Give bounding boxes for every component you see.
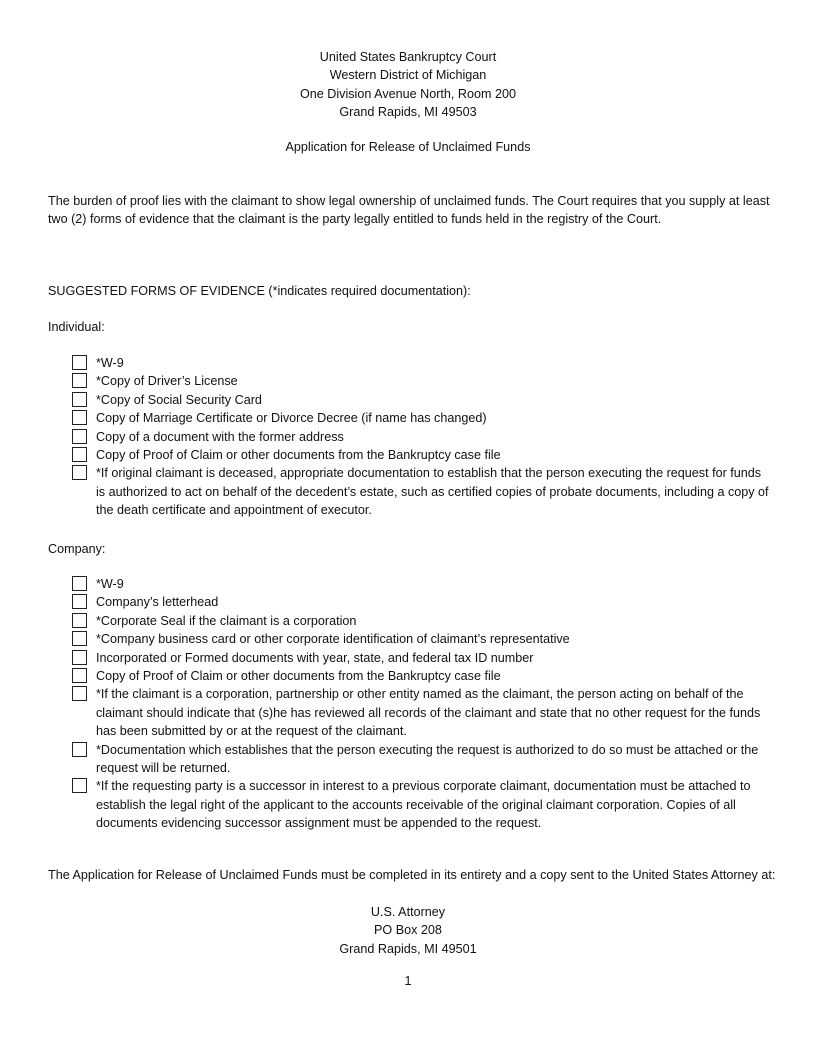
checkbox[interactable] — [72, 778, 87, 793]
list-item — [72, 354, 772, 372]
list-item — [72, 428, 772, 446]
checkbox[interactable] — [72, 631, 87, 646]
list-item — [72, 409, 772, 427]
checkbox[interactable] — [72, 686, 87, 701]
item-text: Copy of Marriage Certificate or Divorce Decree (if name has changed) — [96, 411, 487, 426]
address-name: U.S. Attorney — [370, 905, 446, 919]
item-text: Copy of Proof of Claim or other documents from the Bankruptcy case file — [96, 669, 501, 684]
item-text: *Copy of Driver’s License — [96, 374, 238, 389]
item-text: *Company business card or other corporate identification of claimant’s representative — [96, 632, 570, 647]
checkbox[interactable] — [72, 613, 87, 628]
checkbox[interactable] — [72, 373, 87, 388]
suggested-heading: SUGGESTED FORMS OF EVIDENCE (*indicates required documentation): — [48, 284, 471, 298]
court-street: One Division Avenue North, Room 200 — [299, 86, 517, 101]
item-text: *If original claimant is deceased, appropriate documentation to establish that the person executing the request for funds is authorized to act on behalf of the decedent’s estate, such as certified copies of probate documents, including a copy of the death certificate and appointment of executor. — [96, 466, 769, 518]
court-city: Grand Rapids, MI 49503 — [339, 105, 477, 120]
list-item — [72, 575, 772, 593]
company-checklist — [72, 575, 772, 833]
court-name: United States Bankruptcy Court — [319, 50, 497, 64]
item-text: Company’s letterhead — [96, 595, 219, 610]
list-item — [72, 446, 772, 464]
item-text: Copy of a document with the former address — [96, 429, 344, 444]
item-text: *W-9 — [96, 577, 124, 591]
list-item — [72, 630, 772, 648]
list-item — [72, 593, 772, 611]
address-city: Grand Rapids, MI 49501 — [339, 941, 477, 956]
checkbox[interactable] — [72, 650, 87, 665]
list-item — [72, 464, 772, 519]
item-text: Copy of Proof of Claim or other documents from the Bankruptcy case file — [96, 448, 501, 463]
intro-paragraph: The burden of proof lies with the claimant to show legal ownership of unclaimed funds. The Court requires that you supply at least two (2) forms of evidence that the claimant is the party legally entitled to funds held in the registry of the Court. — [48, 194, 770, 226]
checkbox[interactable] — [72, 742, 87, 757]
list-item — [72, 685, 772, 740]
item-text: *Documentation which establishes that the person executing the request is authorized to do so must be attached or the request will be returned. — [96, 742, 759, 776]
checkbox[interactable] — [72, 594, 87, 609]
checkbox[interactable] — [72, 355, 87, 370]
page-number: 1 — [404, 974, 412, 988]
item-text: *Copy of Social Security Card — [96, 392, 262, 407]
item-text: Incorporated or Formed documents with year, state, and federal tax ID number — [96, 650, 534, 665]
company-label: Company: — [48, 542, 106, 556]
checkbox[interactable] — [72, 465, 87, 480]
address-box: PO Box 208 — [374, 923, 442, 938]
list-item — [72, 777, 772, 832]
list-item — [72, 391, 772, 409]
court-district: Western District of Michigan — [329, 68, 487, 83]
list-item — [72, 649, 772, 667]
item-text: *If the claimant is a corporation, partnership or other entity named as the claimant, the person acting on behalf of the claimant should indicate that (s)he has reviewed all records of the claimant and state that no other request for the funds has been submitted by or at the request of the claimant. — [96, 687, 761, 739]
list-item — [72, 372, 772, 390]
item-text: *W-9 — [96, 356, 124, 370]
checkbox[interactable] — [72, 392, 87, 407]
court-header — [0, 48, 816, 122]
checkbox[interactable] — [72, 410, 87, 425]
item-text: *Corporate Seal if the claimant is a corporation — [96, 613, 357, 628]
item-text: *If the requesting party is a successor in interest to a previous corporate claimant, documentation must be attached to establish the legal right of the applicant to the accounts receivable of the original claimant corporation. Copies of all documents evidencing successor assignment must be appended to the request. — [96, 779, 751, 831]
attorney-address — [0, 903, 816, 958]
list-item — [72, 612, 772, 630]
checkbox[interactable] — [72, 447, 87, 462]
page-title: Application for Release of Unclaimed Funds — [285, 140, 531, 154]
checkbox[interactable] — [72, 668, 87, 683]
footer-paragraph: The Application for Release of Unclaimed Funds must be completed in its entirety and a copy sent to the United States Attorney at: — [48, 868, 776, 882]
checkbox[interactable] — [72, 576, 87, 591]
checkbox[interactable] — [72, 429, 87, 444]
list-item — [72, 741, 772, 778]
individual-checklist — [72, 354, 772, 520]
individual-label: Individual: — [48, 320, 105, 334]
list-item — [72, 667, 772, 685]
